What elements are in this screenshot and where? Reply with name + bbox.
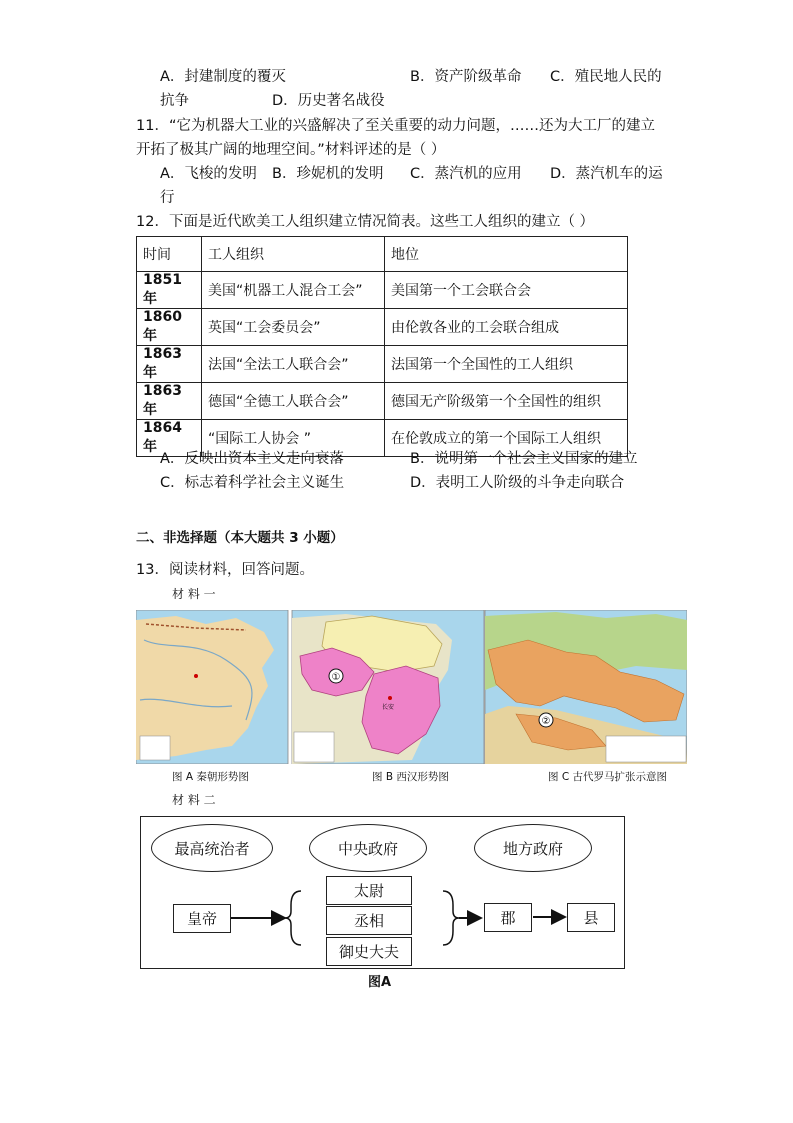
q11-option-a: A．飞梭的发明 xyxy=(160,166,257,182)
western-han-map xyxy=(292,610,484,764)
table-row xyxy=(137,272,628,309)
map-b-caption: 图 B 西汉形势图 xyxy=(372,771,449,783)
table-header-cell: 工人组织 xyxy=(202,237,385,272)
table-cell: 在伦敦成立的第一个国际工人组织 xyxy=(385,420,628,457)
q11-option-d: D．蒸汽机车的运 xyxy=(550,166,663,182)
table-cell: 美国第一个工会联合会 xyxy=(385,272,628,309)
table-row xyxy=(137,309,628,346)
box-xian xyxy=(567,903,615,932)
table-cell: 法国第一个全国性的工人组织 xyxy=(385,346,628,383)
q10-option-b: B．资产阶级革命 xyxy=(410,69,522,85)
q11-stem-line1: 11．“它为机器大工业的兴盛解决了至关重要的动力问题，……还为大工厂的建立 xyxy=(136,118,655,134)
ellipse-label: 中央政府 xyxy=(337,839,398,858)
table-cell: 美国“机器工人混合工会” xyxy=(202,272,385,309)
box-yushi-dafu xyxy=(326,937,412,966)
history-maps xyxy=(136,610,687,764)
roman-expansion-map xyxy=(485,610,687,764)
table-cell: 英国“工会委员会” xyxy=(202,309,385,346)
q10-option-c: C．殖民地人民的 xyxy=(550,69,662,85)
qin-dynasty-map xyxy=(136,610,288,764)
q10-option-d: D．历史著名战役 xyxy=(272,93,385,109)
table-cell: 1863 年 xyxy=(137,383,202,420)
qin-political-system-diagram xyxy=(140,816,625,969)
table-row xyxy=(137,346,628,383)
q11-option-d-cont: 行 xyxy=(160,190,175,206)
map-c-caption: 图 C 古代罗马扩张示意图 xyxy=(548,771,668,783)
table-cell: “国际工人协会 ” xyxy=(202,420,385,457)
box-jun xyxy=(484,903,532,932)
box-label: 御史大夫 xyxy=(338,943,399,961)
map-marker-1: ① xyxy=(331,672,341,683)
box-label: 太尉 xyxy=(353,882,384,900)
q11-stem-line2: 开拓了极其广阔的地理空间。”材料评述的是（ ） xyxy=(136,142,446,158)
q12-stem: 12．下面是近代欧美工人组织建立情况简表。这些工人组织的建立（ ） xyxy=(136,214,595,230)
table-cell: 德国“全德工人联合会” xyxy=(202,383,385,420)
box-label: 郡 xyxy=(500,909,516,927)
table-cell: 德国无产阶级第一个全国性的组织 xyxy=(385,383,628,420)
diagram-caption: 图A xyxy=(368,975,392,990)
table-header-cell: 地位 xyxy=(385,237,628,272)
material-one-label: 材 料 一 xyxy=(172,587,216,601)
workers-organization-table xyxy=(136,236,628,457)
q10-option-c-cont: 抗争 xyxy=(160,93,189,109)
q11-option-c: C．蒸汽机的应用 xyxy=(410,166,522,182)
table-cell: 由伦敦各业的工会联合组成 xyxy=(385,309,628,346)
map-label-changan: 长安 xyxy=(382,704,395,711)
box-chengxiang xyxy=(326,906,412,935)
table-cell: 法国“全法工人联合会” xyxy=(202,346,385,383)
q12-option-d: D．表明工人阶级的斗争走向联合 xyxy=(410,475,625,491)
q12-option-a: A．反映出资本主义走向衰落 xyxy=(160,451,344,467)
table-cell: 1851 年 xyxy=(137,272,202,309)
box-label: 丞相 xyxy=(353,912,384,930)
q12-option-b: B．说明第一个社会主义国家的建立 xyxy=(410,451,638,467)
q11-option-b: B．珍妮机的发明 xyxy=(272,166,384,182)
ellipse-label: 最高统治者 xyxy=(174,839,250,858)
table-header-row xyxy=(137,237,628,272)
map-a-caption: 图 A 秦朝形势图 xyxy=(172,771,249,783)
q13-stem: 13．阅读材料，回答问题。 xyxy=(136,562,314,578)
ellipse-label: 地方政府 xyxy=(502,839,563,858)
box-label: 皇帝 xyxy=(186,910,217,928)
table-cell: 1863 年 xyxy=(137,346,202,383)
table-cell: 1864 年 xyxy=(137,420,202,457)
q10-option-a: A．封建制度的覆灭 xyxy=(160,69,286,85)
q12-option-c: C．标志着科学社会主义诞生 xyxy=(160,475,345,491)
section-heading: 二、非选择题（本大题共 3 小题） xyxy=(136,530,344,546)
box-emperor xyxy=(173,904,231,933)
box-label: 县 xyxy=(583,909,599,927)
table-row xyxy=(137,383,628,420)
material-two-label: 材 料 二 xyxy=(172,793,216,807)
table-header-cell: 时间 xyxy=(137,237,202,272)
box-taiwei xyxy=(326,876,412,905)
map-marker-2: ② xyxy=(541,716,551,727)
table-cell: 1860 年 xyxy=(137,309,202,346)
